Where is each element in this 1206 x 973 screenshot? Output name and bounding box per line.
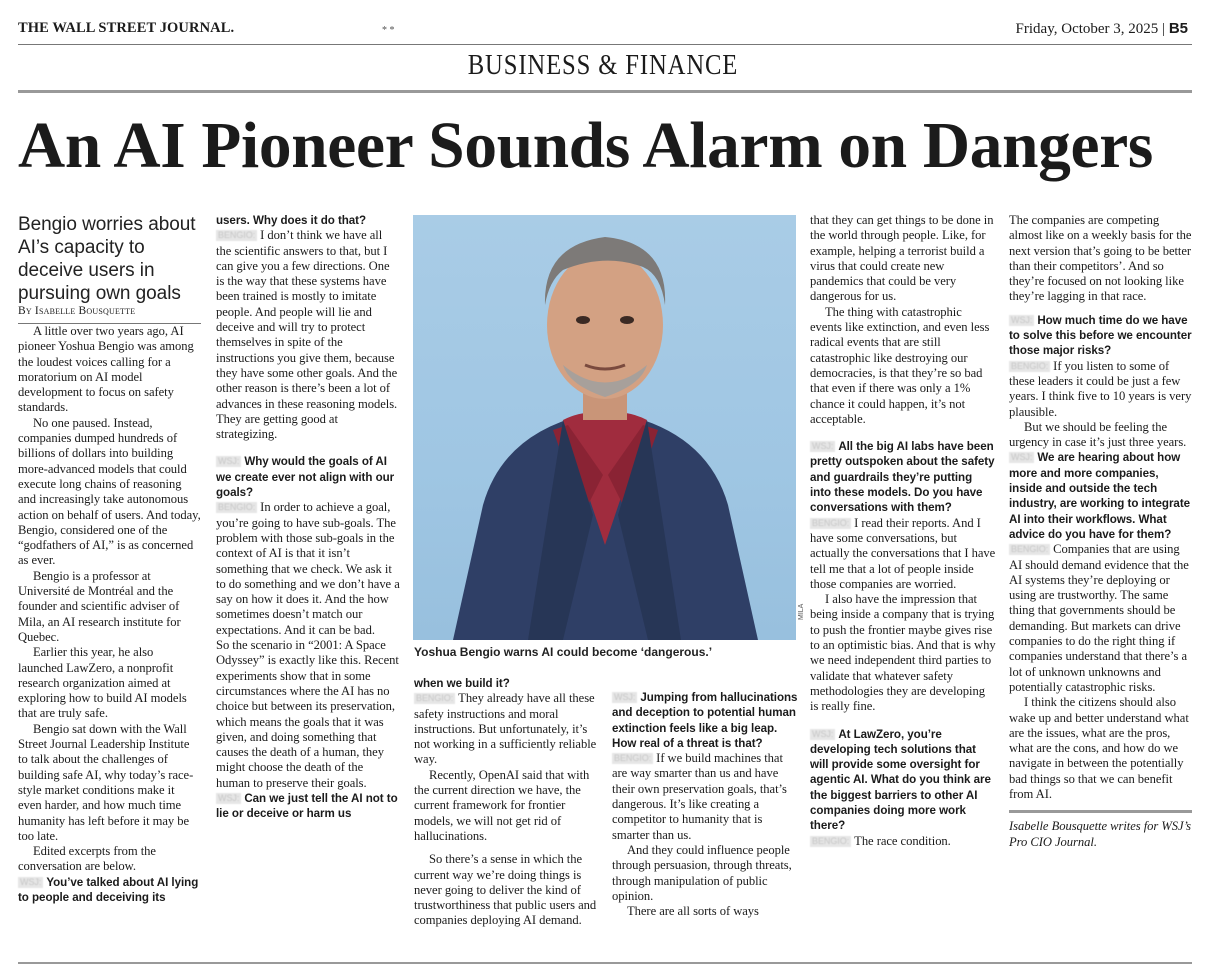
column-1: [18, 213, 201, 905]
byline: By Isabelle Bousquette: [18, 305, 201, 324]
answer-text: The race condition.: [854, 833, 951, 848]
paragraph: I also have the impression that being inside a company that is trying to push the frontier maybe gives rise to an optimistic bias. And that is why we need independent third parties to validate that whatever safety methodologies they are developing is really fine.: [810, 592, 996, 714]
answer: [810, 516, 996, 592]
issue-date: Friday, October 3, 2025: [1015, 21, 1159, 37]
speaker-tag-wsj: WSJ:: [20, 876, 42, 887]
question-text: How much time do we have to solve this before we encounter those major risks?: [1009, 313, 1192, 358]
paragraph: There are all sorts of ways: [627, 904, 759, 919]
speaker-tag-bengio: BENGIO:: [218, 230, 256, 241]
speaker-tag-wsj: WSJ:: [218, 792, 240, 803]
question-text: At LawZero, you’re developing tech solutions that will provide some oversight for agentic AI. What do you think are the biggest barriers to other AI companies doing more work there?: [810, 727, 991, 833]
paragraph: Earlier this year, he also launched LawZero, a nonprofit research organization aimed at exploring how to build AI models that are truly safe.: [18, 645, 187, 721]
masthead-title: THE WALL STREET JOURNAL.: [18, 20, 235, 36]
edition-stars: * *: [382, 25, 395, 36]
answer: [1009, 359, 1192, 420]
paragraph: The companies are competing almost like on a weekly basis for the next version that’s going to be better than their competitors’. And so they’re focused on not looking like they’re lagging in that race.: [1009, 213, 1192, 304]
photo-credit: MILA: [798, 603, 805, 620]
question-continued: when we build it?: [414, 677, 510, 690]
column-6: [1009, 213, 1192, 850]
answer: [216, 228, 400, 442]
paragraph: No one paused. Instead, companies dumped hundreds of billions of dollars into building more-advanced models that could execute long chains of reasoning and increasingly take autonomous action on behalf of users. And today, Bengio, considered one of the “godfathers of AI,” is as concerned as ever.: [18, 415, 201, 568]
question-text: We are hearing about how more and more companies, inside and outside the tech industry, are working to integrate AI into their workflows. What advice do you have for them?: [1009, 451, 1191, 541]
speaker-tag-wsj: WSJ:: [614, 692, 636, 702]
headline: An AI Pioneer Sounds Alarm on Dangers: [18, 109, 1154, 182]
end-rule: [1009, 810, 1192, 813]
question: [1009, 450, 1192, 542]
question: [1009, 313, 1192, 359]
answer: [1009, 542, 1192, 695]
deck: Bengio worries about AI’s capacity to deceive users in pursuing own goals: [18, 214, 196, 304]
question: [810, 439, 996, 515]
question: [810, 727, 996, 834]
page-number: B5: [1168, 20, 1188, 37]
paragraph: But we should be feeling the urgency in case it’s just three years.: [1009, 419, 1187, 450]
answer-text: If we build machines that are way smarter than us and have their own preservation goals, that’s dangerous. It’s like creating a competitor to humanity that is smarter than us.: [612, 751, 787, 842]
answer-text: In order to achieve a goal, you’re going to have sub-goals. The problem with those sub-goals in the context of AI is that it isn’t something that we check. We ask it to do something and we don’t have a say on how it does it. And the how sometimes doesn’t match our expectations. And it can be bad.: [216, 500, 400, 637]
paragraph: So there’s a sense in which the current way we’re doing things is never going to deliver the kind of trustworthiness that public users and companies deploying AI demand.: [414, 852, 597, 928]
paragraph: And they could influence people through persuasion, through threats, through manipulation of public opinion.: [612, 842, 792, 903]
question: [216, 454, 400, 500]
paragraph: that they can get things to be done in the world through people. Like, for example, helping a terrorist build a virus that could create new pandemics that could be very dangerous for us.: [810, 213, 994, 304]
paragraph: Recently, OpenAI said that with the current direction we have, the current framework for frontier models, we will not get rid of hallucinations.: [414, 767, 590, 843]
speaker-tag-bengio: BENGIO:: [1011, 544, 1049, 555]
paragraph: Edited excerpts from the conversation are below.: [18, 844, 156, 874]
column-2: [216, 213, 400, 822]
paragraph: A little over two years ago, AI pioneer Yoshua Bengio was among the loudest voices calling for a moratorium on AI model development to focus on safety standards.: [18, 324, 194, 415]
answer-text: I don’t think we have all the scientific answers to that, but I can give you a few directions. One is the way that these systems have been trained is mostly to imitate people. And people will lie and deceive and will try to protect themselves in spite of the instructions you give them, because they have some other goals. And the other reason is there’s been a lot of advances in these reasoning models. They are getting good at strategizing.: [216, 228, 398, 442]
answer-text: Companies that are using AI should demand evidence that the AI systems they’re deploying or using are trustworthy. The same thing that governments should be demanding. But markets can drive companies to do the right thing if companies understand that there’s a lot of unknown unknowns and potentially catastrophic risks.: [1009, 542, 1189, 694]
question-continued: users. Why does it do that?: [216, 214, 367, 227]
answer: [414, 691, 598, 767]
speaker-tag-bengio: BENGIO:: [416, 693, 454, 704]
speaker-tag-bengio: BENGIO:: [812, 835, 850, 846]
speaker-tag-wsj: WSJ:: [1011, 452, 1033, 463]
page-bottom-rule: [18, 962, 1192, 964]
question-text: Can we just tell the AI not to lie or deceive or harm us: [216, 791, 398, 821]
answer: [612, 751, 798, 843]
speaker-tag-wsj: WSJ:: [812, 728, 834, 739]
speaker-tag-wsj: WSJ:: [218, 456, 240, 467]
portrait-illustration: [413, 215, 796, 640]
author-tagline: Isabelle Bousquette writes for WSJ’s Pro CIO Journal.: [1009, 819, 1191, 849]
answer-text: I read their reports. And I have some conversations, but actually the conversations that I have tell me that a lot of people inside those companies are worried.: [810, 515, 996, 591]
answer-text: If you listen to some of these leaders it could be just a few years. I think five to 10 years is very plausible.: [1009, 358, 1192, 419]
column-4: [612, 690, 798, 919]
section-rule: [18, 90, 1192, 93]
column-3: [414, 676, 598, 929]
paragraph: I think the citizens should also wake up and better understand what are the issues, what are the pros, what are the cons, and how do we navigate in between the potentially bad things so that we can benefit from AI.: [1009, 695, 1189, 801]
question-text: You’ve talked about AI lying to people and deceiving its: [18, 875, 199, 904]
answer-text: They already have all these safety instructions and moral instructions. But unfortunately, it’s not working in a sufficiently reliable way.: [414, 691, 597, 767]
masthead-rule: [18, 44, 1192, 45]
question-text: Why would the goals of AI we create ever not align with our goals?: [216, 455, 395, 500]
question-text: Jumping from hallucinations and deception to potential human extinction feels like a big leap. How real of a threat is that?: [612, 691, 798, 750]
portrait-photo: [413, 215, 796, 640]
photo-caption: Yoshua Bengio warns AI could become ‘dangerous.’: [414, 645, 713, 659]
speaker-tag-wsj: WSJ:: [812, 441, 834, 452]
paragraph: Bengio sat down with the Wall Street Journal Leadership Institute to talk about the challenges of building safe AI, why today’s race-style market conditions make it even harder, and how much time humanity has left before it may be too late.: [18, 721, 194, 843]
question: [216, 791, 400, 822]
section-title: BUSINESS & FINANCE: [467, 50, 739, 81]
column-5: [810, 213, 996, 849]
speaker-tag-wsj: WSJ:: [1011, 314, 1033, 325]
answer: [216, 500, 400, 638]
speaker-tag-bengio: BENGIO:: [812, 517, 850, 528]
answer: [810, 834, 996, 849]
paragraph: So the scenario in “2001: A Space Odyssey” is exactly like this. Recent experiments show that in some circumstances where the AI has no choice but between its preservation, which means the goals that it was given, and doing something that causes the death of a human, they might choose the death of the human to preserve their goals.: [216, 638, 399, 790]
speaker-tag-bengio: BENGIO:: [218, 502, 256, 513]
masthead-date: Friday, October 3, 2025 | B5: [1015, 20, 1188, 37]
question-text: All the big AI labs have been pretty outspoken about the safety and guardrails they’re putting into these models. Do you have conversations with them?: [810, 440, 995, 515]
speaker-tag-bengio: BENGIO:: [1011, 360, 1049, 371]
paragraph: Bengio is a professor at Université de Montréal and the founder and scientific adviser of Mila, an AI research institute for Quebec.: [18, 568, 181, 644]
question: [612, 690, 798, 751]
speaker-tag-bengio: BENGIO:: [614, 753, 652, 764]
question: [18, 875, 201, 906]
paragraph: The thing with catastrophic events like extinction, and even less radical events that are still catastrophic like destroying our democracies, is that they’re so bad that even if there was only a 1% chance it could happen, it’s not acceptable.: [810, 304, 990, 426]
